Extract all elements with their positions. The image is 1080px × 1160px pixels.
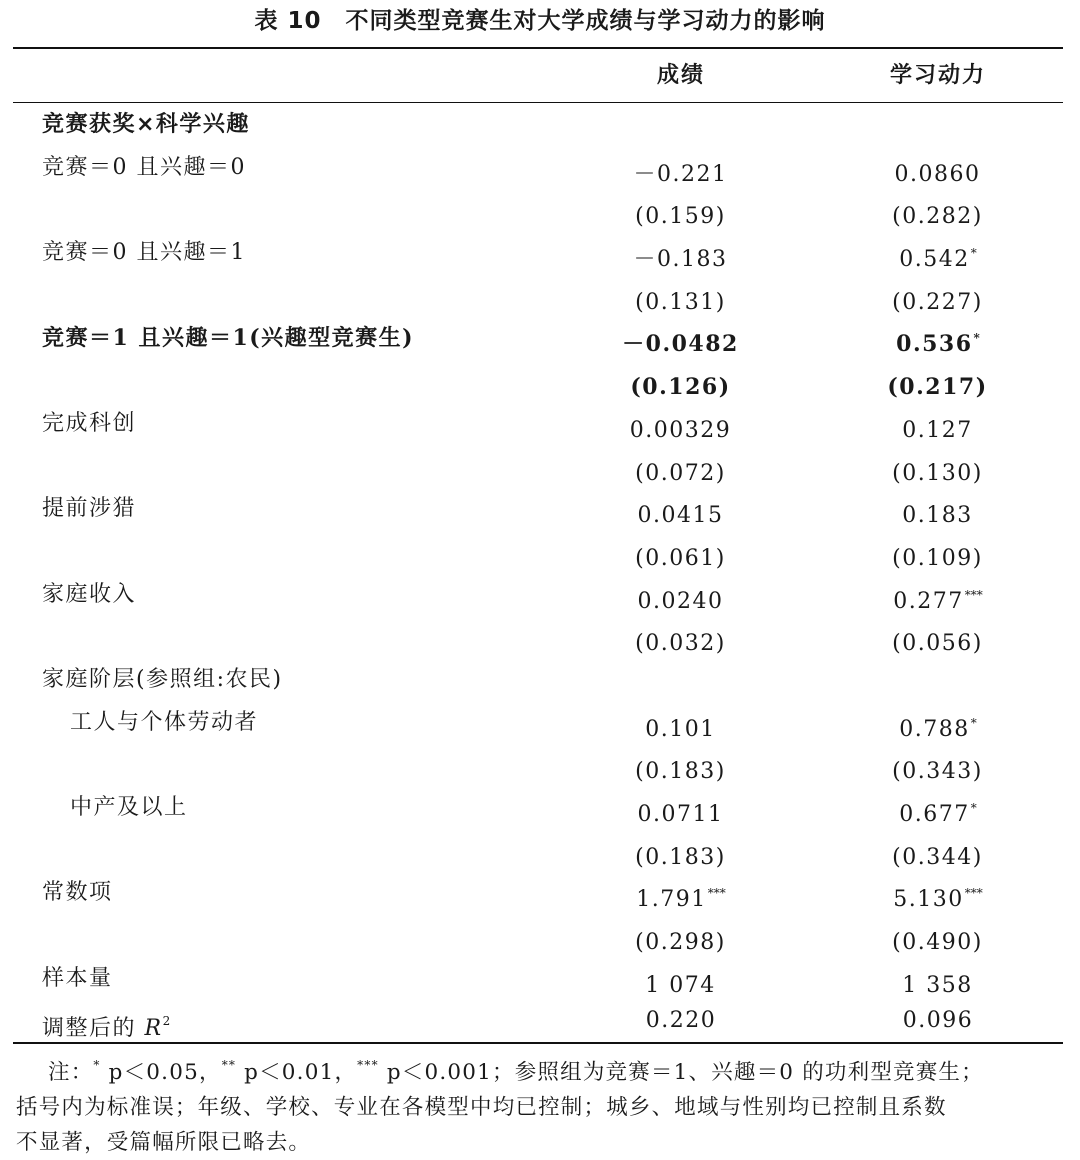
cell-value: 0.536 [896,331,973,358]
significance-mark: *** [964,886,983,901]
cell-value: 1 074 [645,972,716,998]
cell-value: (0.490) [892,930,983,956]
cell-value: (0.159) [635,204,726,230]
cell-value: 1.791 [636,887,707,913]
note-line-2: 括号内为标准误；年级、学校、专业在各模型中均已控制；城乡、地域与性别均已控制且系数 [16,1095,947,1120]
cell-value: 0.127 [902,417,973,443]
cell-grades [581,360,781,409]
cell-value: (0.126) [630,374,731,401]
table-row [0,872,1080,915]
table-body [0,104,1080,1043]
table-row [0,787,1080,830]
row-label: 竞赛＝1 且兴趣＝1(兴趣型竞赛生) [42,325,415,352]
table-row [0,744,1080,787]
table-row [0,915,1080,958]
cell-value: 0.0860 [894,161,981,187]
table-row [0,531,1080,574]
note-line-3: 不显著，受篇幅所限已略去。 [16,1130,312,1155]
cell-value: (0.130) [892,460,983,486]
row-label: 家庭阶层(参照组:农民) [42,666,283,692]
cell-value: 0.0415 [637,503,724,529]
row-label: 调整后的 $R^2$ [42,1014,172,1042]
table-row-r2 [0,1000,1080,1043]
table-row [0,104,1080,147]
row-label: 竞赛＝0 且兴趣＝0 [42,154,246,180]
bottom-rule [13,1042,1063,1044]
table-row [0,702,1080,745]
cell-value: (0.109) [892,545,983,571]
table-row [0,659,1080,702]
cell-motivation: 0.096 [902,1008,974,1034]
column-header-grades: 成绩 [656,63,705,88]
cell-value: (0.183) [635,759,726,785]
significance-mark: *** [964,587,983,602]
row-label: 工人与个体劳动者 [70,709,259,735]
cell-value: 0.677 [899,802,970,827]
cell-value: －0.221 [633,161,728,187]
cell-motivation [838,317,1038,366]
table-title: 不同类型竞赛生对大学成绩与学习动力的影响 [345,8,826,34]
cell-value: (0.032) [635,631,726,657]
table-row [0,275,1080,318]
cell-value: 0.00329 [629,417,732,443]
table-row [0,446,1080,489]
significance-mark: * [970,801,977,815]
significance-mark: * [970,246,977,261]
cell-value: (0.344) [892,844,983,870]
significance-mark: * [973,331,980,346]
table-row [0,317,1080,360]
cell-value: 0.277 [893,588,964,614]
significance-mark: *** [707,886,726,901]
cell-value: 5.130 [893,887,964,913]
header-rule [13,102,1063,103]
cell-value: (0.072) [635,460,726,486]
cell-value: 0.183 [902,503,973,529]
cell-value: (0.131) [635,289,726,315]
cell-value: (0.343) [892,759,983,785]
table-row [0,488,1080,531]
row-label: 样本量 [42,965,113,991]
table-row [0,232,1080,275]
cell-motivation [838,360,1038,409]
cell-value: 0.788 [899,716,970,742]
cell-value: 0.101 [645,716,716,742]
table-row [0,616,1080,659]
cell-value: (0.227) [892,289,983,315]
column-header-motivation: 学习动力 [889,63,986,88]
row-label: 竞赛＝0 且兴趣＝1 [42,240,246,266]
table-number: 表 10 [254,8,322,34]
cell-value: －0.183 [633,247,728,273]
cell-value: (0.217) [887,374,988,401]
row-label: 中产及以上 [70,795,188,820]
cell-value: 0.0711 [637,802,724,827]
cell-value: (0.061) [635,545,726,571]
row-label: 竞赛获奖×科学兴趣 [42,112,250,137]
cell-value: 0.0240 [637,588,724,614]
cell-grades: 0.220 [645,1008,717,1034]
table-row [0,147,1080,190]
cell-value: (0.183) [635,844,726,870]
cell-value: －0.0482 [622,331,739,358]
cell-grades [581,317,781,366]
cell-value: (0.056) [892,631,983,657]
table-row [0,830,1080,873]
table-row [0,574,1080,617]
table-note [16,1048,1066,1160]
cell-value: 0.542 [899,247,970,273]
note-line-1: 注：* p＜0.05，** p＜0.01，*** p＜0.001；参照组为竞赛＝1、兴趣＝0 的功利型竞赛生； [48,1058,984,1085]
significance-mark: * [970,715,977,730]
cell-value: (0.282) [892,204,983,230]
cell-value: (0.298) [635,930,726,956]
row-label: 完成科创 [42,410,137,436]
row-label: 常数项 [42,880,113,906]
table-row [0,403,1080,446]
row-label: 家庭收入 [42,581,137,607]
row-label: 提前涉猎 [42,496,137,522]
table-row [0,958,1080,1001]
table-header [0,49,1080,102]
table-caption [0,4,1080,38]
table-row [0,189,1080,232]
table-row [0,360,1080,403]
cell-value: 1 358 [902,972,973,998]
